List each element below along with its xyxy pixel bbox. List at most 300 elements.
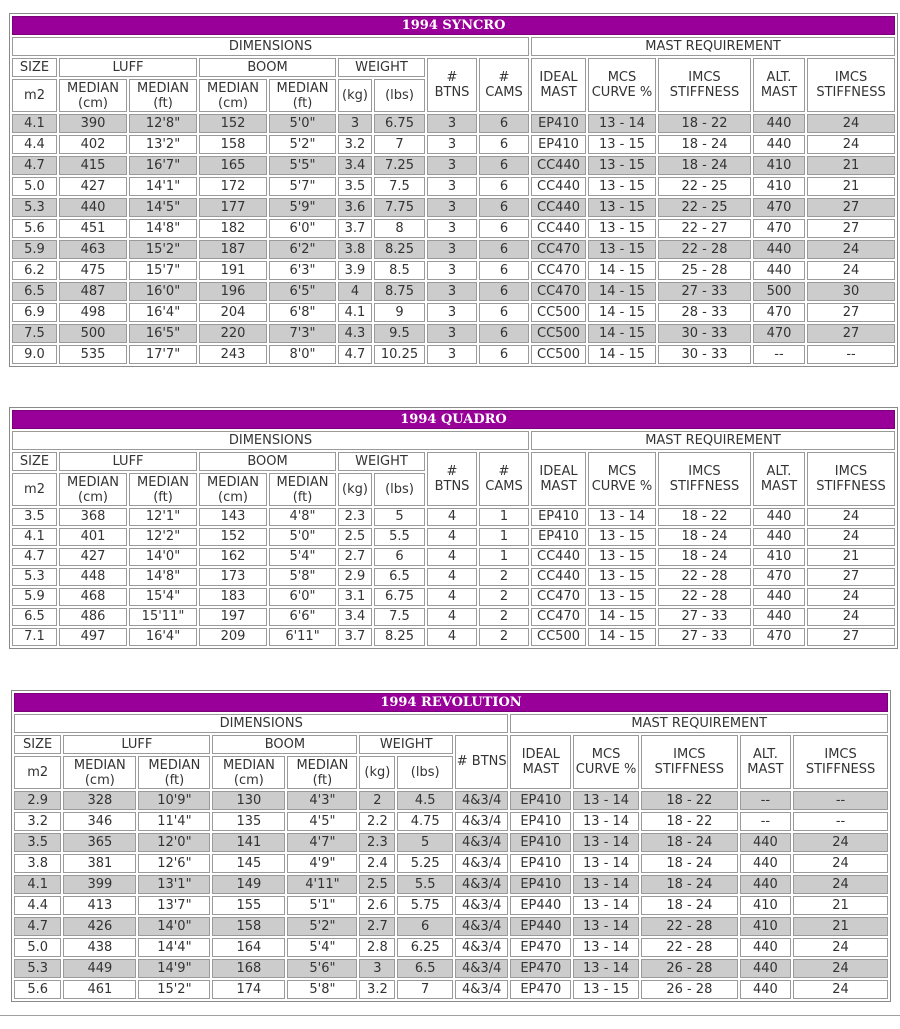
table-cell: 6 [479, 219, 529, 238]
table-cell: 21 [793, 917, 888, 936]
table-cell: 4&3/4 [455, 896, 509, 915]
table-cell: 182 [199, 219, 267, 238]
table-cell: EP470 [510, 938, 571, 957]
table-cell: CC440 [531, 198, 586, 217]
table-cell: 243 [199, 345, 267, 364]
table-cell: 470 [753, 198, 805, 217]
table-cell: 3.6 [338, 198, 372, 217]
table-cell: 14 - 15 [588, 282, 656, 301]
table-cell: 22 - 28 [641, 917, 738, 936]
table-cell: CC440 [531, 568, 586, 586]
table-cell: 9.0 [12, 345, 57, 364]
table-cell: 6 [479, 324, 529, 343]
table-cell: 7'3" [269, 324, 336, 343]
boom-median-ft-header: MEDIAN (ft) [269, 79, 336, 112]
table-cell: -- [793, 812, 888, 831]
table-cell: 13 - 15 [588, 528, 656, 546]
syncro-table [9, 13, 898, 367]
size-header: SIZE [12, 452, 57, 471]
table-cell: CC470 [531, 282, 586, 301]
table-row [14, 959, 888, 978]
table-cell: 5'8" [269, 568, 336, 586]
table-cell: 2.4 [359, 854, 395, 873]
table-row [12, 177, 895, 196]
table-row [14, 812, 888, 831]
table-row [12, 282, 895, 301]
table-cell: 24 [807, 114, 895, 133]
table-cell: 3.2 [14, 812, 61, 831]
table-cell: 135 [212, 812, 285, 831]
table-cell: 470 [753, 219, 805, 238]
table-row [14, 791, 888, 810]
table-cell: 14'9" [138, 959, 210, 978]
table-cell: 14 - 15 [588, 303, 656, 322]
revolution-table [11, 690, 891, 1002]
table-row [12, 324, 895, 343]
table-cell: 164 [212, 938, 285, 957]
table-cell: 9 [374, 303, 425, 322]
table-cell: 30 [807, 282, 895, 301]
table-title: 1994 QUADRO [12, 410, 895, 429]
table-cell: CC470 [531, 608, 586, 626]
table-cell: 413 [63, 896, 136, 915]
table-cell: 7.25 [374, 156, 425, 175]
table-cell: 165 [199, 156, 267, 175]
table-cell: 6 [479, 114, 529, 133]
table-cell: 18 - 22 [658, 508, 751, 526]
table-cell: 440 [753, 528, 805, 546]
table-cell: 191 [199, 261, 267, 280]
table-cell: 14 - 15 [588, 324, 656, 343]
dimensions-header: DIMENSIONS [14, 714, 508, 733]
table-cell: 7.5 [12, 324, 57, 343]
table-cell: 6.2 [12, 261, 57, 280]
table-row [12, 198, 895, 217]
table-cell: 27 [807, 568, 895, 586]
cams-header: # CAMS [479, 452, 529, 506]
luff-median-cm-header: MEDIAN (cm) [63, 756, 136, 789]
table-cell: 25 - 28 [658, 261, 751, 280]
table-cell: EP410 [531, 114, 586, 133]
table-cell: 5'9" [269, 198, 336, 217]
ideal-mast-header: IDEAL MAST [531, 58, 586, 112]
table-row [12, 156, 895, 175]
table-cell: 14'1" [129, 177, 197, 196]
table-cell: 427 [59, 177, 127, 196]
table-cell: 18 - 24 [658, 156, 751, 175]
table-cell: 5'2" [287, 917, 357, 936]
table-cell: 4.75 [397, 812, 453, 831]
table-cell: 27 - 33 [658, 282, 751, 301]
size-header: SIZE [14, 735, 61, 754]
table-cell: 6.75 [374, 114, 425, 133]
boom-header: BOOM [199, 452, 336, 471]
table-cell: 448 [59, 568, 127, 586]
table-cell: 4.7 [14, 917, 61, 936]
table-cell: 4 [427, 508, 477, 526]
luff-median-cm-header: MEDIAN (cm) [59, 473, 127, 506]
table-cell: 24 [807, 135, 895, 154]
table-cell: 2.5 [338, 528, 372, 546]
table-cell: 8.25 [374, 240, 425, 259]
table-cell: 18 - 24 [641, 896, 738, 915]
table-cell: 4&3/4 [455, 980, 509, 999]
table-cell: 13'2" [129, 135, 197, 154]
table-row [12, 588, 895, 606]
table-cell: 6 [479, 240, 529, 259]
table-cell: 16'7" [129, 156, 197, 175]
table-cell: 415 [59, 156, 127, 175]
alt-mast-header: ALT. MAST [753, 58, 805, 112]
table-cell: 26 - 28 [641, 980, 738, 999]
luff-header: LUFF [59, 452, 197, 471]
table-cell: 13 - 15 [588, 219, 656, 238]
table-cell: 440 [740, 980, 791, 999]
table-cell: 6.5 [12, 282, 57, 301]
imcs-stiffness-header: IMCS STIFFNESS [658, 58, 751, 112]
table-cell: 13 - 14 [573, 875, 639, 894]
luff-median-cm-header: MEDIAN (cm) [59, 79, 127, 112]
table-row [12, 608, 895, 626]
table-cell: 28 - 33 [658, 303, 751, 322]
table-cell: CC470 [531, 240, 586, 259]
table-cell: 158 [199, 135, 267, 154]
table-cell: 3 [427, 135, 477, 154]
size-header: SIZE [12, 58, 57, 77]
table-cell: 5.5 [374, 528, 425, 546]
table-cell: 2.5 [359, 875, 395, 894]
table-cell: 2 [479, 628, 529, 646]
kg-header: (kg) [338, 79, 372, 112]
table-cell: 3 [427, 177, 477, 196]
btns-header: # BTNS [455, 735, 509, 789]
table-cell: 3.4 [338, 608, 372, 626]
table-cell: 24 [807, 528, 895, 546]
table-cell: 22 - 28 [658, 240, 751, 259]
table-cell: 24 [793, 854, 888, 873]
table-cell: 6.75 [374, 588, 425, 606]
mcs-curve-header: MCS CURVE % [573, 735, 639, 789]
table-cell: 2 [359, 791, 395, 810]
table-cell: 24 [793, 959, 888, 978]
table-cell: 197 [199, 608, 267, 626]
table-cell: 6.25 [397, 938, 453, 957]
table-cell: 4.3 [338, 324, 372, 343]
table-cell: 3.9 [338, 261, 372, 280]
table-cell: 440 [740, 875, 791, 894]
table-cell: 4 [427, 628, 477, 646]
table-cell: 390 [59, 114, 127, 133]
table-cell: 498 [59, 303, 127, 322]
table-cell: 158 [212, 917, 285, 936]
table-cell: 8.25 [374, 628, 425, 646]
table-cell: 3 [338, 114, 372, 133]
table-cell: 8.75 [374, 282, 425, 301]
table-cell: 7.75 [374, 198, 425, 217]
table-cell: 5.5 [397, 875, 453, 894]
table-cell: 5'1" [287, 896, 357, 915]
table-row [12, 240, 895, 259]
table-cell: 27 [807, 303, 895, 322]
table-cell: 6 [479, 345, 529, 364]
table-cell: 5'6" [287, 959, 357, 978]
table-cell: 21 [807, 177, 895, 196]
table-cell: 3.1 [338, 588, 372, 606]
kg-header: (kg) [338, 473, 372, 506]
table-cell: 5'4" [287, 938, 357, 957]
table-cell: 410 [740, 917, 791, 936]
table-cell: 14'0" [138, 917, 210, 936]
table-cell: 440 [753, 508, 805, 526]
table-cell: -- [793, 791, 888, 810]
table-cell: 365 [63, 833, 136, 852]
mcs-curve-header: MCS CURVE % [588, 58, 656, 112]
table-row [14, 854, 888, 873]
table-cell: 13 - 14 [588, 508, 656, 526]
table-cell: CC500 [531, 628, 586, 646]
table-cell: 13 - 14 [573, 896, 639, 915]
table-cell: 13 - 15 [588, 156, 656, 175]
table-cell: 463 [59, 240, 127, 259]
table-cell: 4.7 [12, 156, 57, 175]
table-cell: 449 [63, 959, 136, 978]
table-cell: 18 - 24 [658, 135, 751, 154]
table-cell: 5'7" [269, 177, 336, 196]
table-cell: 5.9 [12, 240, 57, 259]
table-cell: 3 [427, 345, 477, 364]
table-cell: 15'2" [129, 240, 197, 259]
imcs-stiffness-header: IMCS STIFFNESS [658, 452, 751, 506]
table-cell: 27 [807, 219, 895, 238]
table-cell: 13 - 15 [588, 177, 656, 196]
table-cell: 6 [397, 917, 453, 936]
dimensions-header: DIMENSIONS [12, 431, 529, 450]
table-cell: 22 - 28 [658, 568, 751, 586]
table-cell: EP470 [510, 980, 571, 999]
table-cell: 4.1 [338, 303, 372, 322]
imcs-stiffness-header: IMCS STIFFNESS [641, 735, 738, 789]
table-cell: 4&3/4 [455, 854, 509, 873]
table-cell: 4.7 [12, 548, 57, 566]
ideal-mast-header: IDEAL MAST [510, 735, 571, 789]
table-cell: 12'8" [129, 114, 197, 133]
table-cell: 6'11" [269, 628, 336, 646]
luff-median-ft-header: MEDIAN (ft) [129, 473, 197, 506]
table-cell: 204 [199, 303, 267, 322]
table-cell: 24 [807, 508, 895, 526]
table-cell: 500 [59, 324, 127, 343]
table-cell: 22 - 25 [658, 198, 751, 217]
table-cell: 1 [479, 548, 529, 566]
table-cell: 209 [199, 628, 267, 646]
table-cell: 14'5" [129, 198, 197, 217]
table-cell: 4.1 [12, 114, 57, 133]
table-row [12, 345, 895, 364]
table-cell: 18 - 24 [658, 528, 751, 546]
table-cell: 440 [753, 588, 805, 606]
table-title: 1994 REVOLUTION [14, 693, 888, 712]
table-cell: 149 [212, 875, 285, 894]
table-cell: 4&3/4 [455, 917, 509, 936]
table-cell: 5.6 [12, 219, 57, 238]
table-cell: 13 - 14 [588, 114, 656, 133]
boom-median-cm-header: MEDIAN (cm) [199, 473, 267, 506]
table-cell: 440 [753, 608, 805, 626]
table-cell: 24 [793, 833, 888, 852]
weight-header: WEIGHT [338, 58, 425, 77]
table-cell: 4'11" [287, 875, 357, 894]
table-cell: 7 [374, 135, 425, 154]
table-cell: 5.75 [397, 896, 453, 915]
table-cell: 18 - 22 [658, 114, 751, 133]
m2-header: m2 [14, 756, 61, 789]
table-cell: 27 - 33 [658, 628, 751, 646]
table-cell: 6 [479, 198, 529, 217]
table-cell: EP410 [531, 528, 586, 546]
table-cell: 24 [807, 588, 895, 606]
table-cell: 14'0" [129, 548, 197, 566]
table-cell: 470 [753, 628, 805, 646]
table-cell: 14 - 15 [588, 345, 656, 364]
table-cell: 470 [753, 568, 805, 586]
table-cell: 3 [359, 959, 395, 978]
table-cell: 14'4" [138, 938, 210, 957]
table-cell: 6 [374, 548, 425, 566]
table-cell: 5.3 [14, 959, 61, 978]
table-cell: EP410 [510, 833, 571, 852]
weight-header: WEIGHT [338, 452, 425, 471]
table-cell: 3.5 [338, 177, 372, 196]
table-row [14, 896, 888, 915]
table-cell: 5'2" [269, 135, 336, 154]
table-cell: 4'7" [287, 833, 357, 852]
table-cell: EP410 [531, 508, 586, 526]
m2-header: m2 [12, 79, 57, 112]
table-cell: 4.1 [14, 875, 61, 894]
table-cell: 24 [793, 938, 888, 957]
table-cell: 6 [479, 261, 529, 280]
table-cell: 3.5 [14, 833, 61, 852]
table-row [12, 508, 895, 526]
boom-header: BOOM [199, 58, 336, 77]
table-cell: 6'8" [269, 303, 336, 322]
table-cell: 5 [374, 508, 425, 526]
table-cell: 5.6 [14, 980, 61, 999]
mast-requirement-header: MAST REQUIREMENT [510, 714, 888, 733]
table-cell: 2.7 [338, 548, 372, 566]
table-cell: 410 [753, 177, 805, 196]
table-cell: 13 - 15 [588, 198, 656, 217]
table-cell: 346 [63, 812, 136, 831]
table-cell: 18 - 24 [658, 548, 751, 566]
table-cell: 6.5 [12, 608, 57, 626]
table-cell: 26 - 28 [641, 959, 738, 978]
table-cell: 183 [199, 588, 267, 606]
table-cell: 30 - 33 [658, 345, 751, 364]
luff-header: LUFF [63, 735, 210, 754]
table-cell: 4'9" [287, 854, 357, 873]
table-cell: EP410 [510, 791, 571, 810]
table-row [14, 875, 888, 894]
table-cell: 440 [753, 114, 805, 133]
boom-median-cm-header: MEDIAN (cm) [199, 79, 267, 112]
table-row [12, 261, 895, 280]
table-cell: 3.8 [338, 240, 372, 259]
table-cell: 4.4 [12, 135, 57, 154]
table-cell: 3.8 [14, 854, 61, 873]
kg-header: (kg) [359, 756, 395, 789]
table-cell: 4.5 [397, 791, 453, 810]
table-cell: 21 [807, 548, 895, 566]
table-cell: 172 [199, 177, 267, 196]
table-cell: 401 [59, 528, 127, 546]
table-cell: 3.2 [338, 135, 372, 154]
table-row [14, 938, 888, 957]
table-cell: EP410 [510, 812, 571, 831]
table-cell: 4&3/4 [455, 938, 509, 957]
table-cell: 24 [807, 261, 895, 280]
table-cell: 5'8" [287, 980, 357, 999]
table-cell: -- [740, 791, 791, 810]
alt-mast-header: ALT. MAST [753, 452, 805, 506]
btns-header: # BTNS [427, 452, 477, 506]
table-cell: -- [753, 345, 805, 364]
lbs-header: (lbs) [374, 473, 425, 506]
table-row [12, 135, 895, 154]
table-cell: CC500 [531, 303, 586, 322]
table-cell: 2.2 [359, 812, 395, 831]
table-cell: 6'0" [269, 219, 336, 238]
table-cell: 13'7" [138, 896, 210, 915]
table-cell: 2.9 [338, 568, 372, 586]
table-cell: 3.4 [338, 156, 372, 175]
table-cell: EP410 [510, 875, 571, 894]
mcs-curve-header: MCS CURVE % [588, 452, 656, 506]
boom-median-ft-header: MEDIAN (ft) [269, 473, 336, 506]
table-row [12, 528, 895, 546]
table-cell: CC440 [531, 548, 586, 566]
table-cell: 7.1 [12, 628, 57, 646]
alt-mast-header: ALT. MAST [740, 735, 791, 789]
table-cell: 13 - 15 [588, 588, 656, 606]
table-cell: 12'2" [129, 528, 197, 546]
table-cell: 5.0 [12, 177, 57, 196]
table-cell: 4 [427, 528, 477, 546]
table-cell: CC440 [531, 156, 586, 175]
table-row [14, 833, 888, 852]
table-cell: 15'2" [138, 980, 210, 999]
table-cell: 6.5 [397, 959, 453, 978]
table-cell: 6.9 [12, 303, 57, 322]
table-cell: 468 [59, 588, 127, 606]
table-cell: 18 - 24 [641, 833, 738, 852]
table-cell: 13 - 15 [588, 548, 656, 566]
imcs-stiffness-alt-header: IMCS STIFFNESS [807, 452, 895, 506]
table-cell: 14'8" [129, 219, 197, 238]
table-cell: 21 [807, 156, 895, 175]
table-cell: EP440 [510, 896, 571, 915]
table-row [14, 980, 888, 999]
table-cell: 440 [59, 198, 127, 217]
table-cell: 440 [740, 959, 791, 978]
table-cell: 21 [793, 896, 888, 915]
table-cell: 410 [753, 156, 805, 175]
mast-requirement-header: MAST REQUIREMENT [531, 37, 895, 56]
table-cell: CC440 [531, 219, 586, 238]
table-cell: 152 [199, 114, 267, 133]
table-cell: CC500 [531, 345, 586, 364]
table-cell: 9.5 [374, 324, 425, 343]
